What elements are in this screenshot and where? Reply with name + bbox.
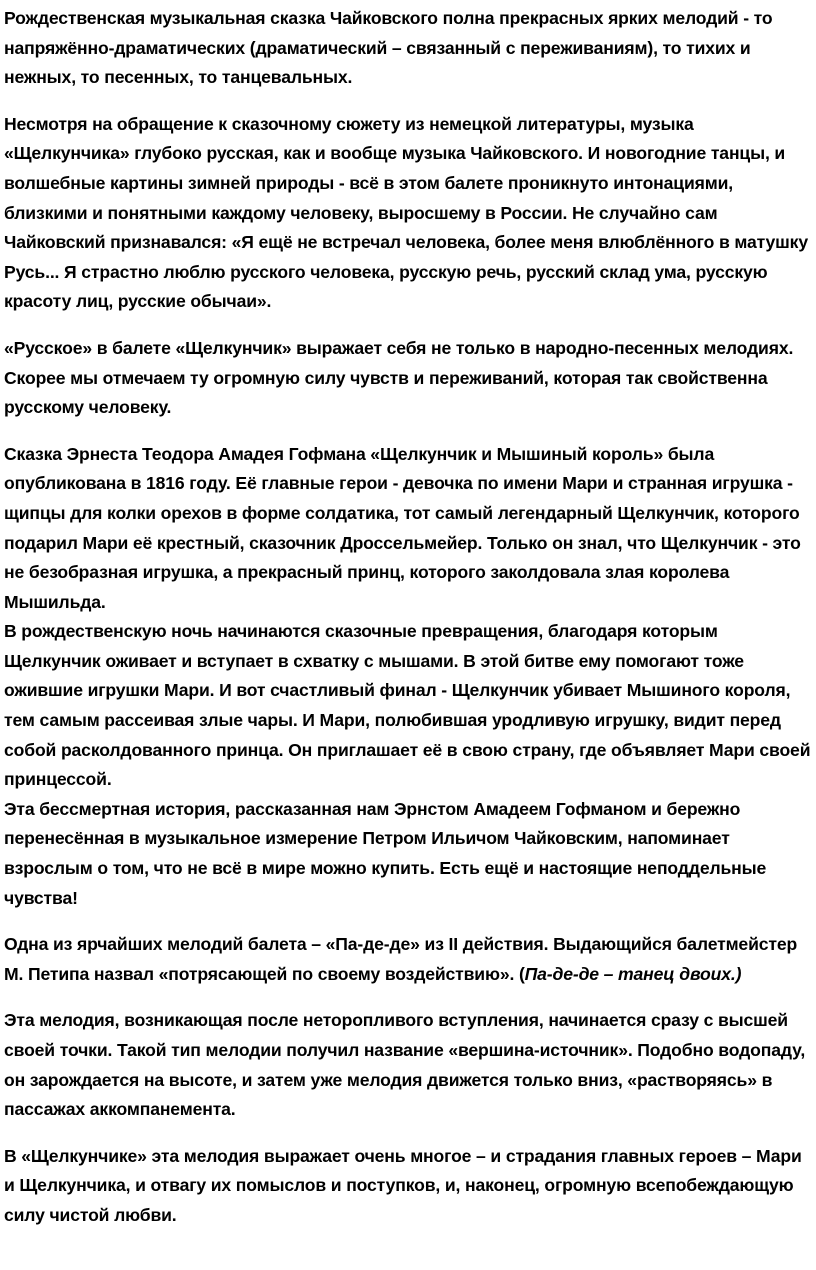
pas-de-deux-close: )	[735, 963, 742, 984]
paragraph-pas-de-deux	[4, 930, 812, 989]
paragraph-hoffmann-tale: Сказка Эрнеста Теодора Амадея Гофмана «Щелкунчик и Мышиный король» была опубликована в 1816 году. Её главные герои - девочка по имени Мари и странная игрушка - щипцы для колки орехов в форме солдатика, тот самый легендарный Щелкунчик, которого подарил Мари её крестный, сказочник Дроссельмейер. Только он знал, что Щелкунчик - это не безобразная игрушка, а прекрасный принц, которого заколдовала злая королева Мышильда.	[4, 443, 801, 612]
pas-de-deux-definition: Па-де-де – танец двоих.	[524, 963, 736, 984]
paragraph-melody-peak: Эта мелодия, возникающая после неторопливого вступления, начинается сразу с высшей своей точки. Такой тип мелодии получил название «вершина-источник». Подобно водопаду, он зарождается на высоте, и затем уже мелодия движется только вниз, «растворяясь» в пассажах аккомпанемента.	[4, 1010, 806, 1120]
paragraph-russian-in-ballet: «Русское» в балете «Щелкунчик» выражает себя не только в народно-песенных мелодиях. Скорее мы отмечаем ту огромную силу чувств и переживаний, которая так свойственна русскому человеку.	[4, 337, 794, 418]
paragraph-russian-music: Несмотря на обращение к сказочному сюжету из немецкой литературы, музыка «Щелкунчика» глубоко русская, как и вообще музыка Чайковского. И новогодние танцы, и волшебные картины зимней природы - всё в этом балете проникнуто интонациями, близкими и понятными каждому человеку, выросшему в России. Не случайно сам Чайковский признавался: «Я ещё не встречал человека, более меня влюблённого в матушку Русь... Я страстно люблю русского человека, русскую речь, русский склад ума, русскую красоту лиц, русские обычаи».	[4, 113, 808, 312]
paragraph-melody-meaning: В «Щелкунчике» эта мелодия выражает очень многое – и страдания главных героев – Мари и Щелкунчика, и отвагу их помыслов и поступков, и, наконец, огромную всепобеждающую силу чистой любви.	[4, 1145, 802, 1225]
paragraph-christmas-night: В рождественскую ночь начинаются сказочные превращения, благодаря которым Щелкунчик оживает и вступает в схватку с мышами. В этой битве ему помогают тоже ожившие игрушки Мари. И вот счастливый финал - Щелкунчик убивает Мышиного короля, тем самым рассеивая злые чары. И Мари, полюбившая уродливую игрушку, видит перед собой расколдованного принца. Он приглашает её в свою страну, где объявляет Мари своей принцессой.	[4, 621, 811, 790]
paragraph-intro: Рождественская музыкальная сказка Чайковского полна прекрасных ярких мелодий - то напряжённо-драматических (драматический – связанный с переживаниям), то тихих и нежных, то песенных, то танцевальных.	[4, 8, 773, 88]
pas-de-deux-text: Одна из ярчайших мелодий балета – «Па-де-де» из II действия. Выдающийся балетмейстер М. Петипа назвал «потрясающей по своему воздействию». (	[4, 934, 798, 984]
paragraph-immortal-story: Эта бессмертная история, рассказанная нам Эрнстом Амадеем Гофманом и бережно перенесённая в музыкальное измерение Петром Ильичом Чайковским, напоминает взрослым о том, что не всё в мире можно купить. Есть ещё и настоящие неподдельные чувства!	[4, 798, 767, 908]
